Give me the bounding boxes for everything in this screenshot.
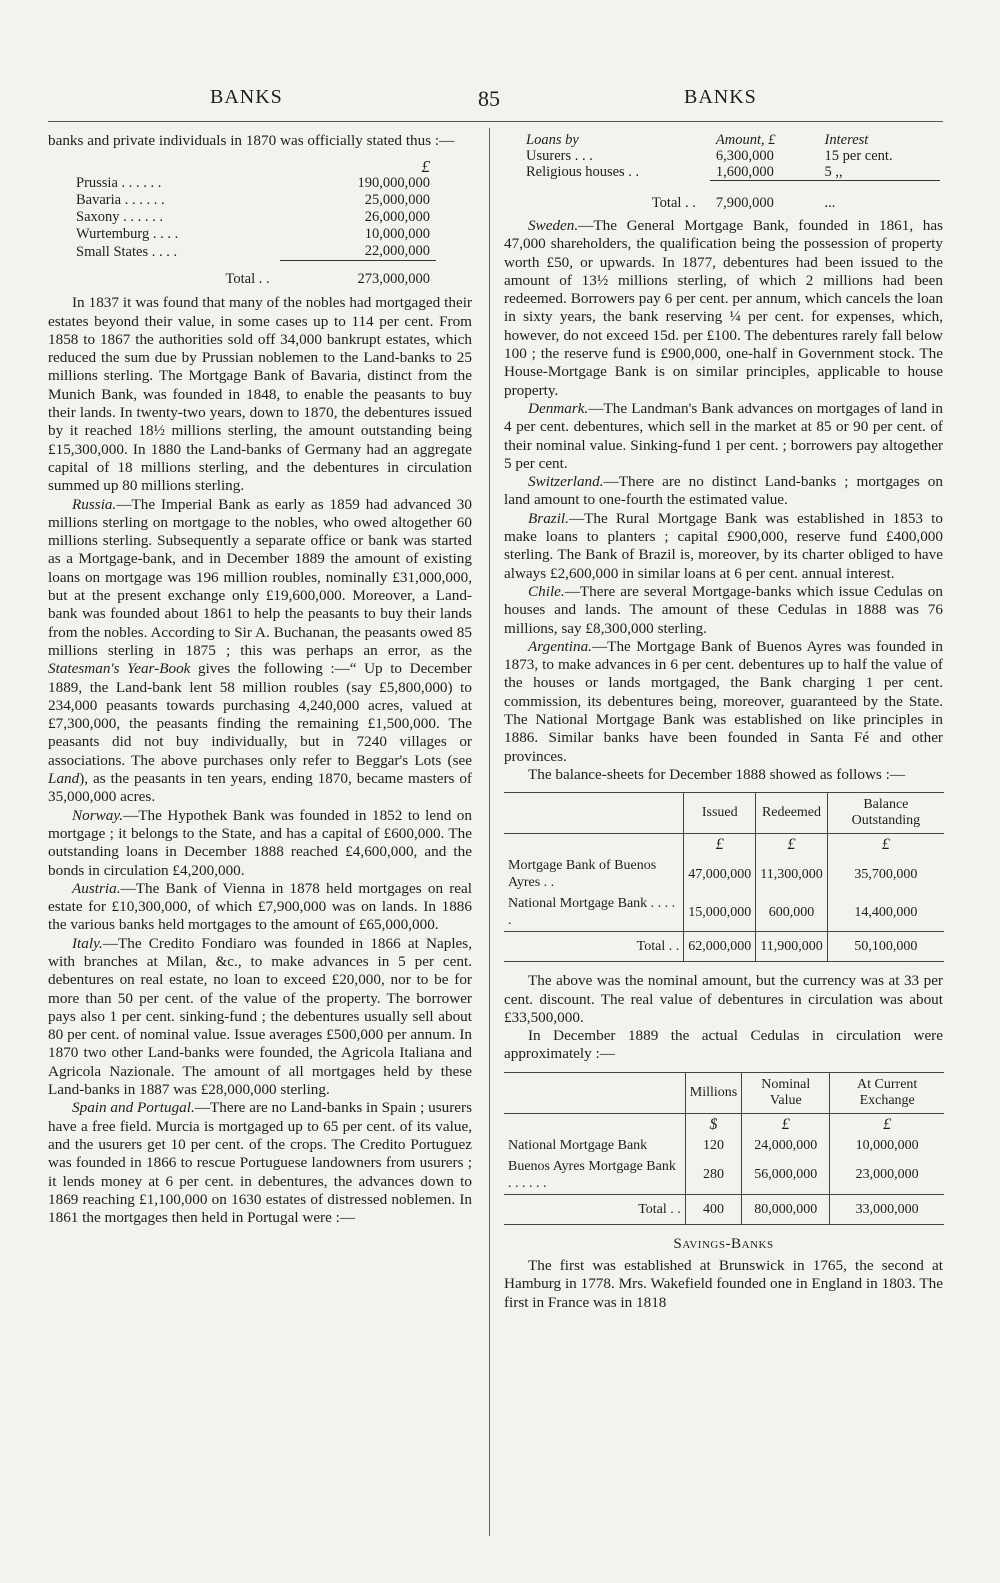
- paragraph-spain-portugal: Spain and Portugal.—There are no Land-banks in Spain ; usurers have a free field. Murcia is mortgaged up to 65 per cent. of its value, and the usurers get 10 per cent. of the crops. The Credito Portuguez was founded in 1866 to rescue Portuguese landowners from usurers ; it lends money at 6 per cent. in debentures, the advances down to 1869 reaching £1,100,000 on 1630 estates of distressed noblemen. In 1861 the mortgages then held in Portugal were :—: [48, 1099, 472, 1227]
- paragraph-norway: Norway.—The Hypothek Bank was founded in 1852 to lend on mortgage ; it belongs to the State, and has a capital of £600,000. The outstanding loans in December 1888 reached £4,600,000, and the bonds in circulation £4,200,000.: [48, 806, 472, 879]
- table-row: [504, 1156, 944, 1195]
- header-left-title: BANKS: [210, 86, 283, 108]
- unit-label: £: [742, 1113, 830, 1135]
- table-row: [504, 1135, 944, 1156]
- column-header: Nominal Value: [742, 1072, 830, 1113]
- paragraph-switzerland: Switzerland.—There are no distinct Land-banks ; mortgages on land amount to one-fourth the estimated value.: [504, 473, 943, 509]
- paragraph-italy: Italy.—The Credito Fondiaro was founded in 1866 at Naples, with branches at Milan, &c., to make advances in 5 per cent. debentures on real estate, no loan to exceed £20,000, nor to be for more than 50 per cent. of the value of the property. The borrower pays also 1 per cent. sinking-fund ; the debentures usually sell about 80 per cent. of nominal value. Issue averages £500,000 per annum. In 1870 two other Land-banks were founded, the Agricola Italiana and Agricola Nazionale. The amount of all mortgages held by these Land-banks in 1887 was £28,000,000 sterling.: [48, 934, 472, 1099]
- section-head-brazil: Brazil.: [528, 509, 569, 527]
- row-label: Bavaria . . . . . .: [76, 192, 165, 209]
- cell-value: 35,700,000: [827, 855, 944, 893]
- running-header: [0, 86, 1000, 116]
- row-amount: 22,000,000: [364, 243, 430, 260]
- section-head-sweden: Sweden.: [528, 217, 579, 234]
- paragraph-chile: Chile.—There are several Mortgage-banks which issue Cedulas on houses and lands. The amount of these Cedulas in 1888 was 76 millions, say £8,300,000 sterling.: [504, 582, 943, 637]
- paragraph-russia: Russia.—The Imperial Bank as early as 1859 had advanced 30 millions sterling on mortgage to the nobles, who owed altogether 60 millions sterling. Subsequently a separate office or bank was started as a Mortgage-bank, and in December 1889 the amount of existing loans on mortgage was 196 million roubles, nominally £31,000,000, but at the present exchange only £19,600,000. Moreover, a Land-bank was founded about 1861 to help the peasants to buy their lands from the nobles. According to Sir A. Buchanan, the peasants owed 85 millions sterling in 1875 ; this was perhaps an error, as the Statesman's Year-Book gives the following :—“ Up to December 1889, the Land-bank lent 58 million roubles (say £5,800,000) to 234,000 peasants towards purchasing 4,240,000 acres, valued at £7,300,000, the peasants finding the remaining £1,500,000. The peasants did not buy individually, but in 7240 villages or associations. The above purchases only refer to Beggar's Lots (see Land), as the peasants in ten years, ending 1870, became masters of 35,000,000 acres.: [48, 495, 472, 806]
- paragraph-savings-banks: The first was established at Brunswick in 1765, the second at Hamburg in 1778. Mrs. Wakefield founded one in England in 1803. The first in France was in 1818: [504, 1256, 943, 1311]
- total-amount: 7,900,000: [715, 195, 774, 211]
- row-label: Usurers . . .: [526, 148, 593, 164]
- table-total-row: [76, 261, 436, 289]
- total-value: 62,000,000: [684, 932, 756, 962]
- table-row: [76, 226, 436, 243]
- row-label: National Mortgage Bank . . . . .: [508, 896, 676, 929]
- row-amount: 25,000,000: [364, 192, 430, 209]
- row-label: Small States . . . .: [76, 243, 178, 260]
- section-head-switzerland: Switzerland.: [528, 473, 604, 491]
- cell-value: 10,000,000: [830, 1135, 944, 1156]
- row-label: Buenos Ayres Mortgage Bank . . . . . .: [508, 1158, 676, 1191]
- paragraph-brazil: Brazil.—The Rural Mortgage Bank was established in 1853 to make loans to planters ; capital £900,000, reserve fund £400,000 sterling. The Bank of Brazil is, moreover, by its charter obliged to have always £2,600,000 in similar loans at 6 per cent. annual interest.: [504, 509, 943, 582]
- cross-reference: Land: [48, 770, 80, 788]
- paragraph-denmark: Denmark.—The Landman's Bank advances on mortgages of land in 4 per cent. debentures, which sell in the market at 85 or 90 per cent. of their nominal value. Sinking-fund 1 per cent. ; borrowers pay altogether 5 per cent.: [504, 399, 943, 472]
- row-amount: 1,600,000: [710, 164, 819, 181]
- unit-label: £: [830, 1113, 944, 1135]
- column-header: Loans by: [526, 132, 579, 148]
- germany-mortgage-table: [76, 158, 436, 288]
- section-head-denmark: Denmark.: [528, 399, 589, 417]
- book-title: Statesman's Year-Book: [48, 660, 191, 678]
- total-label: Total . .: [225, 271, 270, 288]
- cell-value: 56,000,000: [742, 1156, 830, 1195]
- section-head-chile: Chile.: [528, 582, 565, 600]
- table-row: [504, 855, 944, 893]
- total-value: 11,900,000: [756, 932, 827, 962]
- row-label: Prussia . . . . . .: [76, 175, 162, 192]
- total-label: Total . .: [504, 932, 684, 962]
- unit-label: £: [827, 834, 944, 856]
- paragraph-sweden: Sweden.—The General Mortgage Bank, founded in 1861, has 47,000 shareholders, the qualification being the possession of property worth £50, or upwards. In 1877, debentures had been issued to the amount of 13½ millions sterling, of which 2 millions had been redeemed. Borrowers pay 6 per cent. per annum, which cancels the loan in sixty years, the bank reserving ¼ per cent. for expenses, which, however, do not exceed 15d. per £100. The debentures rarely fall below 100 ; the reserve fund is £900,000, one-half in Government stock. The House-Mortgage Bank is on similar principles, applicable to house property.: [504, 217, 943, 399]
- paragraph-balance-intro: The balance-sheets for December 1888 showed as follows :—: [528, 765, 906, 783]
- table-total-row: [504, 1194, 944, 1224]
- row-amount: 10,000,000: [364, 226, 430, 243]
- cell-value: 23,000,000: [830, 1156, 944, 1195]
- row-label: National Mortgage Bank: [508, 1137, 648, 1153]
- total-value: 80,000,000: [742, 1194, 830, 1224]
- total-amount: 273,000,000: [280, 261, 436, 289]
- table-row: [76, 209, 436, 226]
- row-label: Wurtemburg . . . .: [76, 226, 179, 243]
- cell-value: 600,000: [756, 893, 827, 932]
- table-row: [76, 243, 436, 261]
- paragraph-austria: Austria.—The Bank of Vienna in 1878 held mortgages on real estate for £10,300,000, of which £7,900,000 was on lands. In 1886 the various banks held mortgages to the amount of £65,000,000.: [48, 879, 472, 934]
- column-header: Balance Outstanding: [827, 793, 944, 834]
- total-label: Total . .: [504, 1194, 685, 1224]
- cell-value: 120: [685, 1135, 741, 1156]
- table-row: [76, 175, 436, 192]
- table-total-row: [520, 195, 940, 211]
- section-head-norway: Norway.: [72, 806, 124, 824]
- page-number: 85: [478, 86, 500, 111]
- column-header: Millions: [685, 1072, 741, 1113]
- total-value: 50,100,000: [827, 932, 944, 962]
- table-total-row: [504, 932, 944, 962]
- section-head-argentina: Argentina.: [528, 637, 592, 655]
- cell-value: 24,000,000: [742, 1135, 830, 1156]
- total-label: Total . .: [651, 195, 696, 211]
- left-column: [48, 132, 472, 1227]
- row-label: Saxony . . . . . .: [76, 209, 163, 226]
- header-rule: [48, 121, 943, 122]
- paragraph-argentina: Argentina.—The Mortgage Bank of Buenos Ayres was founded in 1873, to make advances in 6 per cent. debentures up to half the value of the houses or lands mortgaged, the Bank charging 1 per cent. commission, its debentures being, moreover, guaranteed by the State. The National Mortgage Bank was established on like principles in 1886. Similar banks have been founded in Santa Fé and other provinces.: [504, 637, 943, 765]
- cell-value: 47,000,000: [684, 855, 756, 893]
- total-value: 400: [685, 1194, 741, 1224]
- table-row: [76, 192, 436, 209]
- table-row: [520, 164, 940, 181]
- paragraph-germany: In 1837 it was found that many of the nobles had mortgaged their estates beyond their value, in some cases up to 114 per cent. From 1858 to 1867 the authorities sold off 34,000 bankrupt estates, which reduced the sum due by Prussian noblemen to the Land-banks to 25 millions sterling. The Mortgage Bank of Bavaria, distinct from the Munich Bank, was founded in 1848, to enable the peasants to buy their lands. In twenty-two years, down to 1870, the debentures issued by it reached 18½ millions sterling, the amount outstanding being £15,300,000. In 1880 the Land-banks of Germany had an aggregate capital of 18 millions sterling, and the debentures in circulation summed up 80 millions sterling.: [48, 294, 472, 495]
- balance-sheet-table: [504, 792, 944, 962]
- row-label: Mortgage Bank of Buenos Ayres . .: [508, 858, 657, 891]
- section-head-austria: Austria.: [72, 879, 121, 897]
- right-column: [504, 132, 943, 1312]
- cedulas-table: [504, 1072, 944, 1225]
- column-header: At Current Exchange: [830, 1072, 944, 1113]
- total-value: 33,000,000: [830, 1194, 944, 1224]
- table-row: [504, 893, 944, 932]
- section-head-spain-portugal: Spain and Portugal.: [72, 1099, 195, 1117]
- table-row: [520, 148, 940, 164]
- header-right-title: BANKS: [684, 86, 757, 108]
- row-label: Religious houses . .: [526, 164, 640, 181]
- column-header: Amount, £: [715, 132, 776, 148]
- cell-value: 14,400,000: [827, 893, 944, 932]
- column-header: Redeemed: [756, 793, 827, 834]
- column-header: Interest: [824, 132, 869, 148]
- row-amount: 6,300,000: [715, 148, 774, 164]
- column-header: Issued: [684, 793, 756, 834]
- paragraph-nominal-amount: The above was the nominal amount, but the currency was at 33 per cent. discount. The real value of debentures in circulation was about £33,500,000.: [504, 972, 943, 1026]
- total-interest: ...: [824, 195, 836, 211]
- section-heading-savings-banks: Savings-Banks: [673, 1234, 774, 1252]
- portugal-loans-table: [520, 132, 940, 211]
- paragraph-cedulas-intro: In December 1889 the actual Cedulas in circulation were approximately :—: [504, 1027, 943, 1063]
- paragraph-germany-intro: banks and private individuals in 1870 was officially stated thus :—: [48, 132, 455, 149]
- currency-header: £: [421, 157, 430, 177]
- row-amount: 190,000,000: [357, 175, 430, 192]
- unit-label: £: [756, 834, 827, 856]
- column-divider: [489, 128, 490, 1536]
- section-head-russia: Russia.: [72, 495, 117, 513]
- cell-value: 280: [685, 1156, 741, 1195]
- cell-value: 11,300,000: [756, 855, 827, 893]
- unit-label: £: [684, 834, 756, 856]
- row-interest: 15 per cent.: [824, 148, 893, 164]
- cell-value: 15,000,000: [684, 893, 756, 932]
- unit-label: $: [685, 1113, 741, 1135]
- row-interest: 5 ,,: [819, 164, 940, 181]
- row-amount: 26,000,000: [364, 209, 430, 226]
- section-head-italy: Italy.: [72, 934, 103, 952]
